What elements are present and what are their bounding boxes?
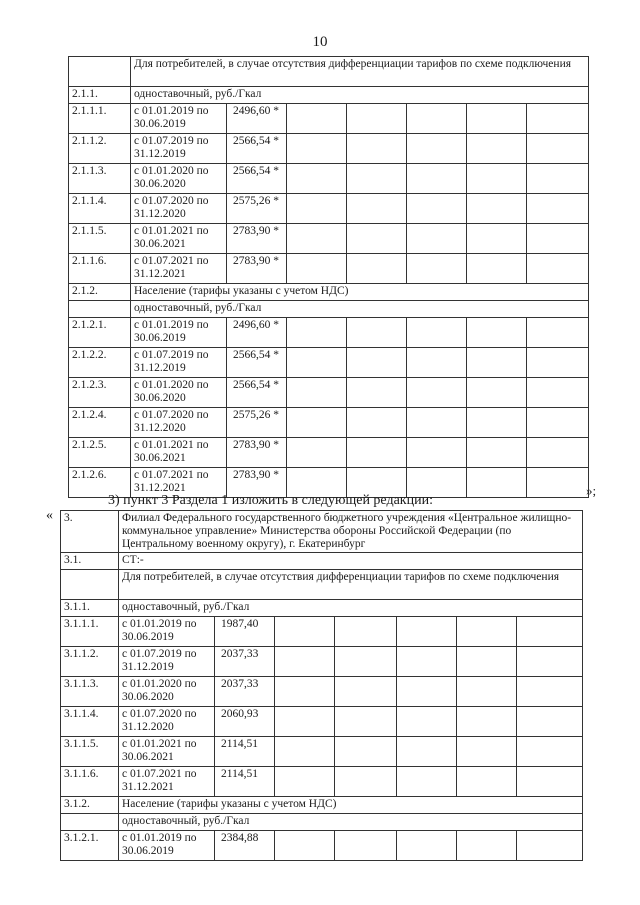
empty-cell [467,378,527,408]
empty-cell [407,194,467,224]
amendment-instruction: 3) пункт 3 Раздела 1 изложить в следующей редакции: [108,493,433,508]
row-code: 3.1.1.4. [61,707,119,737]
section-sublabel: одноставочный, руб./Гкал [119,814,583,831]
table-row [61,831,583,861]
table-row [69,164,589,194]
row-period: с 01.07.2020 по 31.12.2020 [131,194,227,224]
empty-cell [407,104,467,134]
empty-cell [347,348,407,378]
empty-cell [517,737,583,767]
row-period: с 01.07.2019 по 31.12.2019 [131,348,227,378]
row-value: 2566,54 * [227,164,287,194]
row-period: с 01.01.2019 по 30.06.2019 [131,318,227,348]
empty-cell [457,831,517,861]
org-code: 3. [61,511,119,553]
empty-cell [407,224,467,254]
row-period: с 01.01.2019 по 30.06.2019 [119,617,215,647]
row-value: 2060,93 [215,707,275,737]
row-value: 2496,60 * [227,104,287,134]
row-value: 2114,51 [215,737,275,767]
empty-cell [335,677,397,707]
table-row [69,194,589,224]
row-period: с 01.01.2019 по 30.06.2019 [131,104,227,134]
empty-cell [287,134,347,164]
row-period: с 01.01.2020 по 30.06.2020 [131,164,227,194]
empty-cell [407,378,467,408]
empty-cell [397,767,457,797]
section-code-empty [61,814,119,831]
empty-cell [397,737,457,767]
empty-cell [527,134,589,164]
row-period: с 01.01.2021 по 30.06.2021 [131,224,227,254]
row-code: 2.1.2.3. [69,378,131,408]
row-value: 2114,51 [215,767,275,797]
table-row [69,134,589,164]
table-row [69,254,589,284]
empty-cell [467,134,527,164]
section-label: Население (тарифы указаны с учетом НДС) [131,284,589,301]
empty-cell [347,104,407,134]
row-code: 2.1.1.3. [69,164,131,194]
empty-cell [407,318,467,348]
empty-cell [397,647,457,677]
tariff-table-section-2 [68,56,589,498]
empty-cell [467,254,527,284]
empty-cell [287,104,347,134]
row-code: 2.1.1.4. [69,194,131,224]
empty-cell [287,254,347,284]
empty-cell [335,647,397,677]
empty-cell [287,318,347,348]
empty-cell [275,831,335,861]
empty-cell [467,408,527,438]
empty-cell [275,767,335,797]
empty-cell [287,194,347,224]
table-row [69,408,589,438]
row-period: с 01.01.2021 по 30.06.2021 [131,438,227,468]
table-row [61,767,583,797]
row-code: 3.1.1.5. [61,737,119,767]
row-period: с 01.07.2021 по 31.12.2021 [119,767,215,797]
empty-cell [467,194,527,224]
empty-cell [287,348,347,378]
row-code: 2.1.1.2. [69,134,131,164]
row-period: с 01.01.2021 по 30.06.2021 [119,737,215,767]
empty-cell [407,348,467,378]
row-value: 2496,60 * [227,318,287,348]
empty-cell [527,254,589,284]
tariff-table-section-3 [60,510,583,861]
row-value: 2037,33 [215,677,275,707]
empty-cell [527,348,589,378]
row-code: 2.1.2.2. [69,348,131,378]
section-label: Население (тарифы указаны с учетом НДС) [119,797,583,814]
empty-cell [457,677,517,707]
row-code: 2.1.2.4. [69,408,131,438]
table-row [69,348,589,378]
table-row [61,677,583,707]
empty-cell [347,224,407,254]
table-row [69,224,589,254]
empty-cell [527,468,589,498]
section-sublabel: одноставочный, руб./Гкал [131,301,589,318]
row-period: с 01.07.2021 по 31.12.2021 [131,468,227,498]
row-code: 2.1.2.1. [69,318,131,348]
row-code: 2.1.1.6. [69,254,131,284]
empty-cell [467,104,527,134]
empty-cell [275,647,335,677]
row-value: 2783,90 * [227,254,287,284]
empty-cell [335,737,397,767]
row-value: 2783,90 * [227,438,287,468]
empty-cell [347,194,407,224]
closing-quote: »; [586,483,597,498]
empty-cell [527,224,589,254]
empty-cell [527,318,589,348]
row-period: с 01.07.2021 по 31.12.2021 [131,254,227,284]
empty-cell [407,134,467,164]
table-row [61,737,583,767]
section-code: 2.1.1. [69,87,131,104]
row-period: с 01.07.2019 по 31.12.2019 [131,134,227,164]
empty-cell [467,438,527,468]
empty-cell [347,134,407,164]
row-code: 2.1.2.5. [69,438,131,468]
row-period: с 01.07.2020 по 31.12.2020 [119,707,215,737]
empty-cell [275,737,335,767]
header-code-cell [61,570,119,600]
empty-cell [287,378,347,408]
empty-cell [527,438,589,468]
table-row [61,617,583,647]
empty-cell [527,378,589,408]
section-code-empty [69,301,131,318]
empty-cell [527,408,589,438]
empty-cell [347,164,407,194]
empty-cell [407,164,467,194]
empty-cell [407,438,467,468]
empty-cell [287,408,347,438]
empty-cell [397,831,457,861]
section-code: 3.1.2. [61,797,119,814]
empty-cell [347,408,407,438]
empty-cell [335,707,397,737]
empty-cell [287,224,347,254]
empty-cell [397,617,457,647]
section-code: 3.1.1. [61,600,119,617]
empty-cell [517,767,583,797]
section-label: одноставочный, руб./Гкал [131,87,589,104]
empty-cell [517,617,583,647]
header-code-cell [69,57,131,87]
empty-cell [457,707,517,737]
empty-cell [397,677,457,707]
empty-cell [517,707,583,737]
st-code: 3.1. [61,553,119,570]
empty-cell [407,408,467,438]
row-value: 2566,54 * [227,348,287,378]
page-number: 10 [312,34,328,50]
row-code: 3.1.1.3. [61,677,119,707]
empty-cell [275,677,335,707]
row-period: с 01.07.2020 по 31.12.2020 [131,408,227,438]
empty-cell [527,194,589,224]
empty-cell [517,647,583,677]
table-row [61,647,583,677]
empty-cell [457,647,517,677]
row-value: 2566,54 * [227,378,287,408]
row-value: 2566,54 * [227,134,287,164]
empty-cell [397,707,457,737]
empty-cell [335,617,397,647]
row-code: 3.1.1.2. [61,647,119,677]
empty-cell [347,438,407,468]
empty-cell [335,831,397,861]
empty-cell [527,104,589,134]
table-row [61,707,583,737]
row-period: с 01.01.2020 по 30.06.2020 [119,677,215,707]
empty-cell [275,707,335,737]
table-row [69,318,589,348]
empty-cell [467,318,527,348]
table-row [69,378,589,408]
empty-cell [347,378,407,408]
empty-cell [467,468,527,498]
empty-cell [347,318,407,348]
row-code: 2.1.1.5. [69,224,131,254]
empty-cell [517,831,583,861]
empty-cell [457,617,517,647]
row-code: 3.1.1.1. [61,617,119,647]
row-value: 1987,40 [215,617,275,647]
empty-cell [275,617,335,647]
row-value: 2575,26 * [227,194,287,224]
empty-cell [457,767,517,797]
section-code: 2.1.2. [69,284,131,301]
row-period: с 01.01.2019 по 30.06.2019 [119,831,215,861]
empty-cell [457,737,517,767]
empty-cell [467,224,527,254]
row-value: 2037,33 [215,647,275,677]
empty-cell [517,677,583,707]
empty-cell [287,438,347,468]
table-row [69,438,589,468]
empty-cell [467,164,527,194]
row-period: с 01.01.2020 по 30.06.2020 [131,378,227,408]
row-value: 2384,88 [215,831,275,861]
row-code: 2.1.1.1. [69,104,131,134]
row-value: 2783,90 * [227,224,287,254]
empty-cell [347,254,407,284]
row-period: с 01.07.2019 по 31.12.2019 [119,647,215,677]
table-row [69,104,589,134]
empty-cell [527,164,589,194]
row-value: 2575,26 * [227,408,287,438]
header-note: Для потребителей, в случае отсутствия дифференциации тарифов по схеме подключения [131,57,589,87]
st-label: СТ:- [119,553,583,570]
section-label: одноставочный, руб./Гкал [119,600,583,617]
empty-cell [407,254,467,284]
empty-cell [467,348,527,378]
header-note: Для потребителей, в случае отсутствия дифференциации тарифов по схеме подключения [119,570,583,600]
row-code: 2.1.2.6. [69,468,131,498]
opening-quote: « [46,508,53,523]
empty-cell [287,164,347,194]
empty-cell [335,767,397,797]
org-name: Филиал Федерального государственного бюджетного учреждения «Центральное жилищно-коммунальное управление» Министерства обороны Российской Федерации (по Центральному военному округу), г. Екатеринбург [119,511,583,553]
row-code: 3.1.1.6. [61,767,119,797]
row-value: 2783,90 * [227,468,287,498]
row-code: 3.1.2.1. [61,831,119,861]
